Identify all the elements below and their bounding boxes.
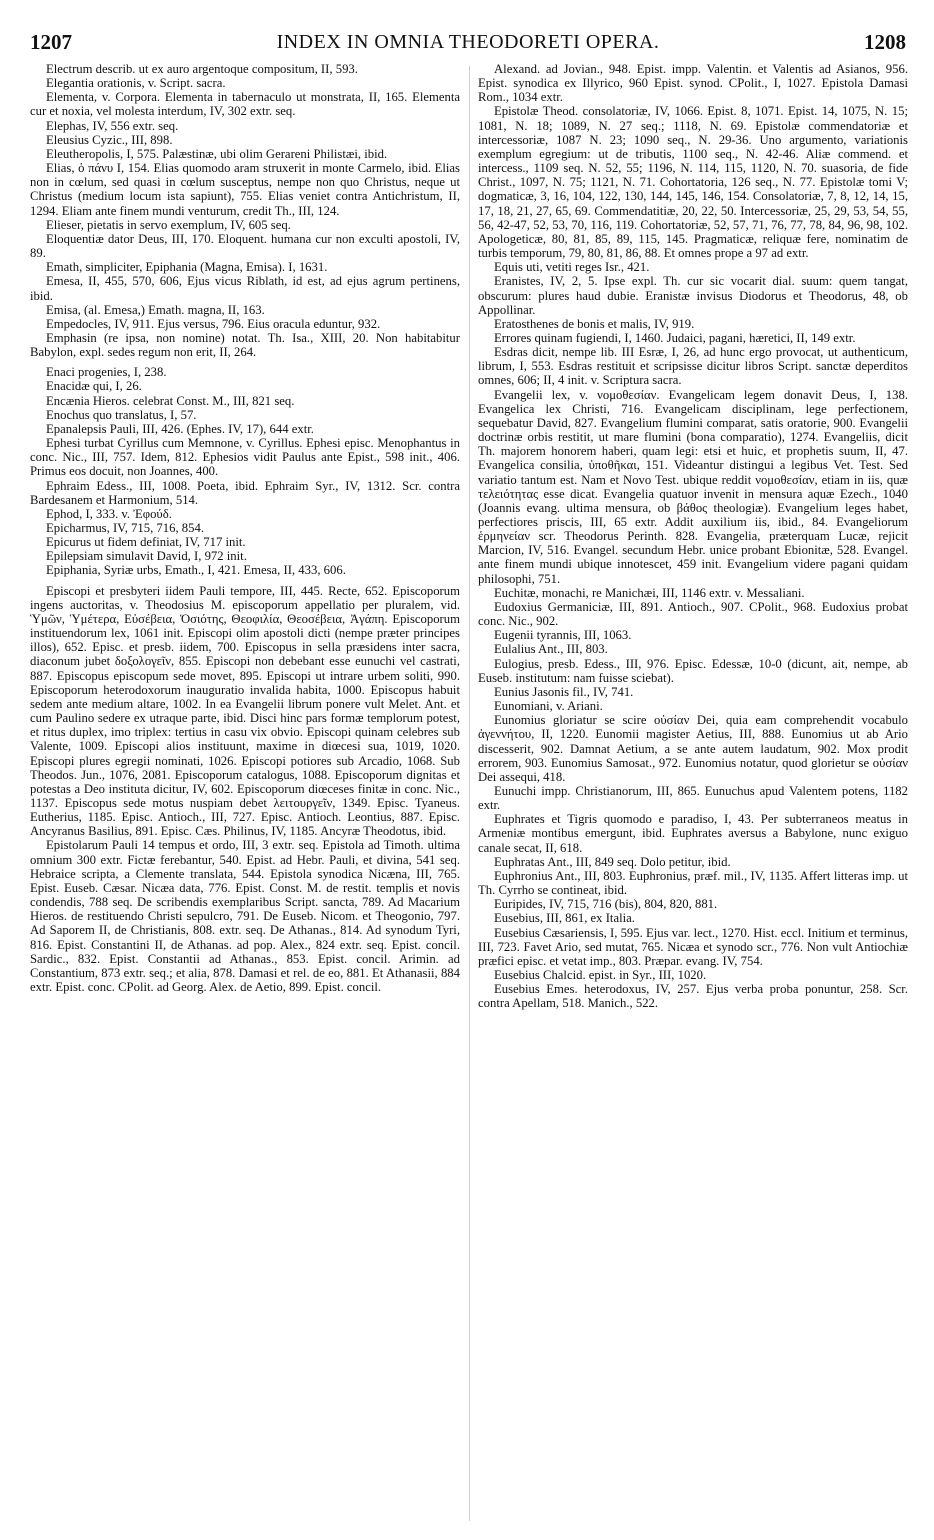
index-entry: Eusebius Chalcid. epist. in Syr., III, 1020. <box>494 968 707 982</box>
index-entry: Epilepsiam simulavit David, I, 972 init. <box>46 549 247 564</box>
index-entry: Elieser, pietatis in servo exemplum, IV, 605 seq. <box>46 217 291 232</box>
index-entry: Electrum describ. ut ex auro argentoque compositum, II, 593. <box>46 62 358 76</box>
index-entry: Ephod, I, 333. v. Ἐφούδ. <box>46 506 172 521</box>
index-entry: Eugenii tyrannis, III, 1063. <box>494 628 632 643</box>
index-entry: Epanalepsis Pauli, III, 426. (Ephes. IV, 17), 644 extr. <box>46 421 314 436</box>
index-entry: Eunomiani, v. Ariani. <box>494 699 603 714</box>
index-entry: Eusebius, III, 861, ex Italia. <box>494 911 635 926</box>
index-entry: Euchitæ, monachi, re Manichæi, III, 1146 extr. v. Messaliani. <box>494 585 805 600</box>
index-entry: Eulalius Ant., III, 803. <box>494 642 608 657</box>
index-entry: Euphratas Ant., III, 849 seq. Dolo petitur, ibid. <box>494 854 731 869</box>
index-entry: Epistolarum Pauli 14 tempus et ordo, III, 3 extr. seq. Epistola ad Timoth. ultima omnium 300 extr. Fictæ ferebantur, 540. Epist. ad Hebr. Pauli, et divina, 541 seq. Hebraice scripta, a Clemente translata, 544. Epistola synodica Nicæna, III, 765. Epist. Euseb. Cæsar. Nicæa data, 776. Epist. Const. M. de restit. templis et novis condendis, 788 seq. De scribendis exemplaribus Script. sancta, 789. Ad Macarium Hieros. de restituendo Christi sepulcro, 791. De Euseb. Nicom. et Theogonio, 797. Ad Saporem II, de Christianis, 808. extr. seq. De Athanas., 814. Ad synodum Tyri, 816. Epist. Constantini II, de Athanas. ad pop. Alex., 824 extr. seq. Epist. concil. Sardic., 832. Epist. Constantii ad Athanas., 853. Epist. concil. Arimin. ad Constantium, 873 extr. seq.; et alia, 878. Damasi et rel. de eo, 881. Et Athanasii, 884 extr. Epist. conc. CPolit. ad Georg. Alex. de Aetio, 899. Epist. concil. <box>30 838 460 994</box>
index-entry: Euphronius Ant., III, 803. Euphronius, præf. mil., IV, 1135. Affert litteras imp. ut Th. Cyrrho se contineat, ibid. <box>478 868 908 898</box>
index-entry: Eranistes, IV, 2, 5. Ipse expl. Th. cur sic vocarit dial. suum: quem tangat, obscurum: plures haud dubie. Eranistæ invisus Diodorus et Theodorus, 48, ob Appollinar. <box>478 274 908 317</box>
index-entry: Eleutheropolis, I, 575. Palæstinæ, ubi olim Gerareni Philistæi, ibid. <box>46 146 388 161</box>
index-entry: Emath, simpliciter, Epiphania (Magna, Emisa). I, 1631. <box>46 260 328 275</box>
index-entry: Epistolæ Theod. consolatoriæ, IV, 1066. Epist. 8, 1071. Epist. 14, 1075, N. 15; 1081, N. 18; 1089, N. 27 seq.; 1118, N. 69. Epistolæ commendatoriæ et intercessoriæ, 1087 N. 23; 1090 seq., N. 29-36. Uno argumento, variationis exemplum egregium: ut de tributis, 1100 seq., N. 42-46. Aliæ commend. et intercess., 1109 seq. N. 52, 55; 1196, N. 114, 115, 1120, N. 70. suasoria, de fide Christ., 1097, N. 75; 1121, N. 71. Cohortatoria, 126 seq., N. 77. Epistolæ tomi V; dogmaticæ, 3, 16, 104, 122, 130, 144, 145, 146, 154. Consolatoriæ, 7, 8, 12, 14, 15, 17, 18, 21, 27, 65, 69. Commendatitiæ, 20, 22, 50. Intercessoriæ, 25, 29, 53, 54, 55, 56, 42-47, 52, 53, 70, 116, 119. Cohortatoriæ, 52, 57, 71, 76, 77, 78, 84, 96, 98, 102. Apologeticæ, 80, 81, 85, 89, 115, 145. Pragmaticæ, reliquæ fere, nominatim de turbis temporum, 79, 80, 81, 86, 88. Et omnes prope a 97 ad extr. <box>478 104 908 261</box>
index-entry: Eratosthenes de bonis et malis, IV, 919. <box>494 316 695 331</box>
index-entry: Elegantia orationis, v. Script. sacra. <box>46 76 226 91</box>
page-header <box>30 30 906 58</box>
index-entry: Eleusius Cyzic., III, 898. <box>46 132 173 147</box>
index-entry: Eudoxius Germaniciæ, III, 891. Antioch., 907. CPolit., 968. Eudoxius probat conc. Nic., 902. <box>478 599 908 629</box>
index-entry: Euripides, IV, 715, 716 (bis), 804, 820, 881. <box>494 897 718 912</box>
index-entry: Eunius Jasonis fil., IV, 741. <box>494 684 634 699</box>
index-entry: Encænia Hieros. celebrat Const. M., III, 821 seq. <box>46 393 295 408</box>
index-entry: Eloquentiæ dator Deus, III, 170. Eloquent. humana cur non exculti apostoli, IV, 89. <box>30 231 460 261</box>
index-entry: Evangelii lex, v. νομοθεσίαν. Evangelicam legem donavit Deus, I, 138. Evangelica lex Christi, 716. Evangelicam disciplinam, lege perfectionem, sequebatur David, 827. Evangelium flumini comparat, satis oratorie, 900. Evangelii doctrinæ orbis restitit, ut mare flumini (bona comparatio), 1274. Evangeliis, dicit Th. majorem honorem haberi, quam legi: etsi et huic, et prophetis suum, II, 47. Evangelica consilia, ὑποθῆκαι, 151. Videantur distingui a legibus Vet. Test. Sed variatio tantum est. Nam et Novo Test. ubique reddit νομοθεσίαν, etiam in iis, quæ τελειότητας esse dicat. Evangelia quatuor invenit in mensura aquæ Ezech., 1040 (Joannis evang. ultima mensura, ob βάθος theologiæ). Evangelium leges habet, perfectiores priscis, III, 65 extr. Addit auxilium iis, ibid., 84. Evangeliorum ἑρμηνείαν scr. Theodorus Perinth. 828. Evangelia, præterquam Lucæ, rejicit Marcion, IV, 516. Evangel. secundum Hebr. unice probant Ebionitæ, 528. Evangel. ante finem mundi ubique innotescet, 459 init. Evangelium videre pagani quidam philosophi, 751. <box>478 387 908 586</box>
index-entry: Enacidæ qui, I, 26. <box>46 379 142 394</box>
index-columns <box>30 62 906 1527</box>
index-entry: Equis uti, vetiti reges Isr., 421. <box>494 260 650 275</box>
running-title: INDEX IN OMNIA THEODORETI OPERA. <box>276 31 660 53</box>
index-entry: Epicharmus, IV, 715, 716, 854. <box>46 521 204 535</box>
index-entry: Esdras dicit, nempe lib. III Esræ, I, 26, ad hunc ergo provocat, ut authenticum, librum, I, 553. Esdras restituit et scripsisse dicitur libros Script. sanctæ deperditos omnes, 606; II, 4 init. v. Scriptura sacra. <box>478 345 908 388</box>
left-column <box>30 62 460 1527</box>
index-entry: Elias, ὁ πάνυ I, 154. Elias quomodo aram struxerit in monte Carmelo, ibid. Elias non in cœlum, sed quasi in cœlum susceptus, nempe non quo Christus, neque ut Christus (medium locum ista sapiunt), 755. Elias veniet contra Antichristum, II, 1294. Eliam ante finem mundi venturum, credit Th., III, 124. <box>30 161 460 218</box>
index-entry: Eunuchi impp. Christianorum, III, 865. Eunuchus apud Valentem potens, 1182 extr. <box>478 783 908 813</box>
index-entry: Eusebius Cæsariensis, I, 595. Ejus var. lect., 1270. Hist. eccl. Initium et terminus, III, 723. Favet Ario, sed mutat, 765. Nicæa et synodo scr., 776. Non vult Antiochiæ præfici episc. et vetat imp., 803. Præpar. evang. IV, 754. <box>478 925 908 968</box>
index-entry: Emphasin (re ipsa, non nomine) notat. Th. Isa., XIII, 20. Non habitabitur Babylon, expl. sedes regum non erit, II, 264. <box>30 330 460 360</box>
index-entry: Eulogius, presb. Edess., III, 976. Episc. Edessæ, 10-0 (dicunt, ait, nempe, ab Euseb. institutum: nam fuisse sciebat). <box>478 656 908 685</box>
index-entry: Episcopi et presbyteri iidem Pauli tempore, III, 445. Recte, 652. Episcoporum ingens auctoritas, v. Theodosius M. episcoporum appellatio per pluralem, vid. Ὑμῶν, Ὑμέτερα, Εὐσέβεια, Ὁσιότης, Θεοφιλία, Θεοσέβεια, Ἀγάπη. Episcoporum instituendorum lex, 1061 init. Episcopi olim apostoli dicti (nempe præter principes illos), 652. Episc. et presb. iidem, 700. Episcopus in sella præsidens inter sacra, diaconum jubet δοξολογεῖν, 855. Episcopi non debebant esse eunuchi vel castrati, 887. Episcopus episcopum sede movet, 895. Episcopi ut intrare urbem soliti, 990. Episcoporum heterodoxorum inauguratio invalida habita, 1000. Episcopus habuit sedem ante medium altare, 1002. In ea Evangelii librum ponere vult Melet. Ant. et cum Paulino sedere ex utraque parte, ibid. Disci hinc pars formæ templorum potest, et ritus duplex, imo triplex: tertius in casu vix obvio. Episcopi quinam celebres sub Valente, 1009. Episcopi alios instituunt, maxime in diœcesi sua, 1019, 1020. Episcopi plures egregii nominati, 1026. Episcopi potiores sub Arcadio, 1068. Sub Theodos. Jun., 1076, 2081. Episcoporum catalogus, 1088. Episcoporum dignitas et potestas a Deo instituta dicitur, IV, 602. Episcoporum diœceses finitæ in conc. Nic., 1137. Episcopus sede motus nuspiam debet λειτουργεῖν, 1349. Episc. Tyaneus. Eutherius, 1185. Episc. Antioch., III, 727. Episc. Antioch. Leontius, 887. Episc. Ancyranus Basilius, 891. Episc. Cæs. Philinus, IV, 1185. Ancyræ Theodotus, ibid. <box>30 583 460 839</box>
index-entry: Eunomius gloriatur se scire οὐσίαν Dei, quia eam comprehendit vocabulo ἀγεννήτου, II, 1220. Eunomii magister Aetius, III, 888. Eunomius ut ab Ario discesserit, 902. Damnat Aetium, a se ante autem laudatum, 902. Mox prodit errorem, 903. Eunomius Samosat., 972. Eunomius notatur, quod glorietur se οὐσίαν Dei assequi, 418. <box>478 713 908 784</box>
right-column <box>478 62 908 1527</box>
index-entry: Enochus quo translatus, I, 57. <box>46 407 197 422</box>
index-entry: Epicurus ut fidem definiat, IV, 717 init. <box>46 535 246 550</box>
index-entry: Ephesi turbat Cyrillus cum Memnone, v. Cyrillus. Ephesi episc. Menophantus in conc. Nic., III, 757. Idem, 812. Ephesios vidit Paulus ante Epist., 598 init., 406. Primus eos docuit, non Joannes, 400. <box>30 436 460 479</box>
index-entry: Emisa, (al. Emesa,) Emath. magna, II, 163. <box>46 302 265 317</box>
index-entry: Alexand. ad Jovian., 948. Epist. impp. Valentin. et Valentis ad Asianos, 956. Epist. synodica ex Illyrico, 960 Epist. synod. CPolit., I, 1027. Epistola Damasi Rom., 1034 extr. <box>478 62 908 105</box>
column-divider <box>469 66 470 1521</box>
index-entry: Epiphania, Syriæ urbs, Emath., I, 421. Emesa, II, 433, 606. <box>46 563 346 578</box>
index-entry: Elephas, IV, 556 extr. seq. <box>46 118 179 133</box>
index-entry: Euphrates et Tigris quomodo e paradiso, I, 43. Per subterraneos meatus in Armeniæ montibus emergunt, ibid. Euphrates aversus a Babylone, nunc exiguo canale secat, II, 618. <box>478 812 908 855</box>
page-number-left: 1207 <box>30 30 72 54</box>
index-entry: Ephraim Edess., III, 1008. Poeta, ibid. Ephraim Syr., IV, 1312. Scr. contra Bardesanem et Harmonium, 514. <box>30 478 460 507</box>
index-entry: Errores quinam fugiendi, I, 1460. Judaici, pagani, hæretici, II, 149 extr. <box>494 330 856 345</box>
index-entry: Emesa, II, 455, 570, 606, Ejus vicus Riblath, id est, ad ejus agrum pertinens, ibid. <box>30 274 460 303</box>
index-entry: Elementa, v. Corpora. Elementa in tabernaculo ut monstrata, II, 165. Elementa cur et noxia, vel molesta interdum, IV, 302 extr. seq. <box>30 90 460 119</box>
index-entry: Enaci progenies, I, 238. <box>46 365 167 380</box>
index-entry: Empedocles, IV, 911. Ejus versus, 796. Eius oracula eduntur, 932. <box>46 316 381 331</box>
page-number-right: 1208 <box>864 30 906 54</box>
index-entry: Eusebius Emes. heterodoxus, IV, 257. Ejus verba proba ponuntur, 258. Scr. contra Apellam, 518. Manich., 522. <box>478 982 908 1011</box>
